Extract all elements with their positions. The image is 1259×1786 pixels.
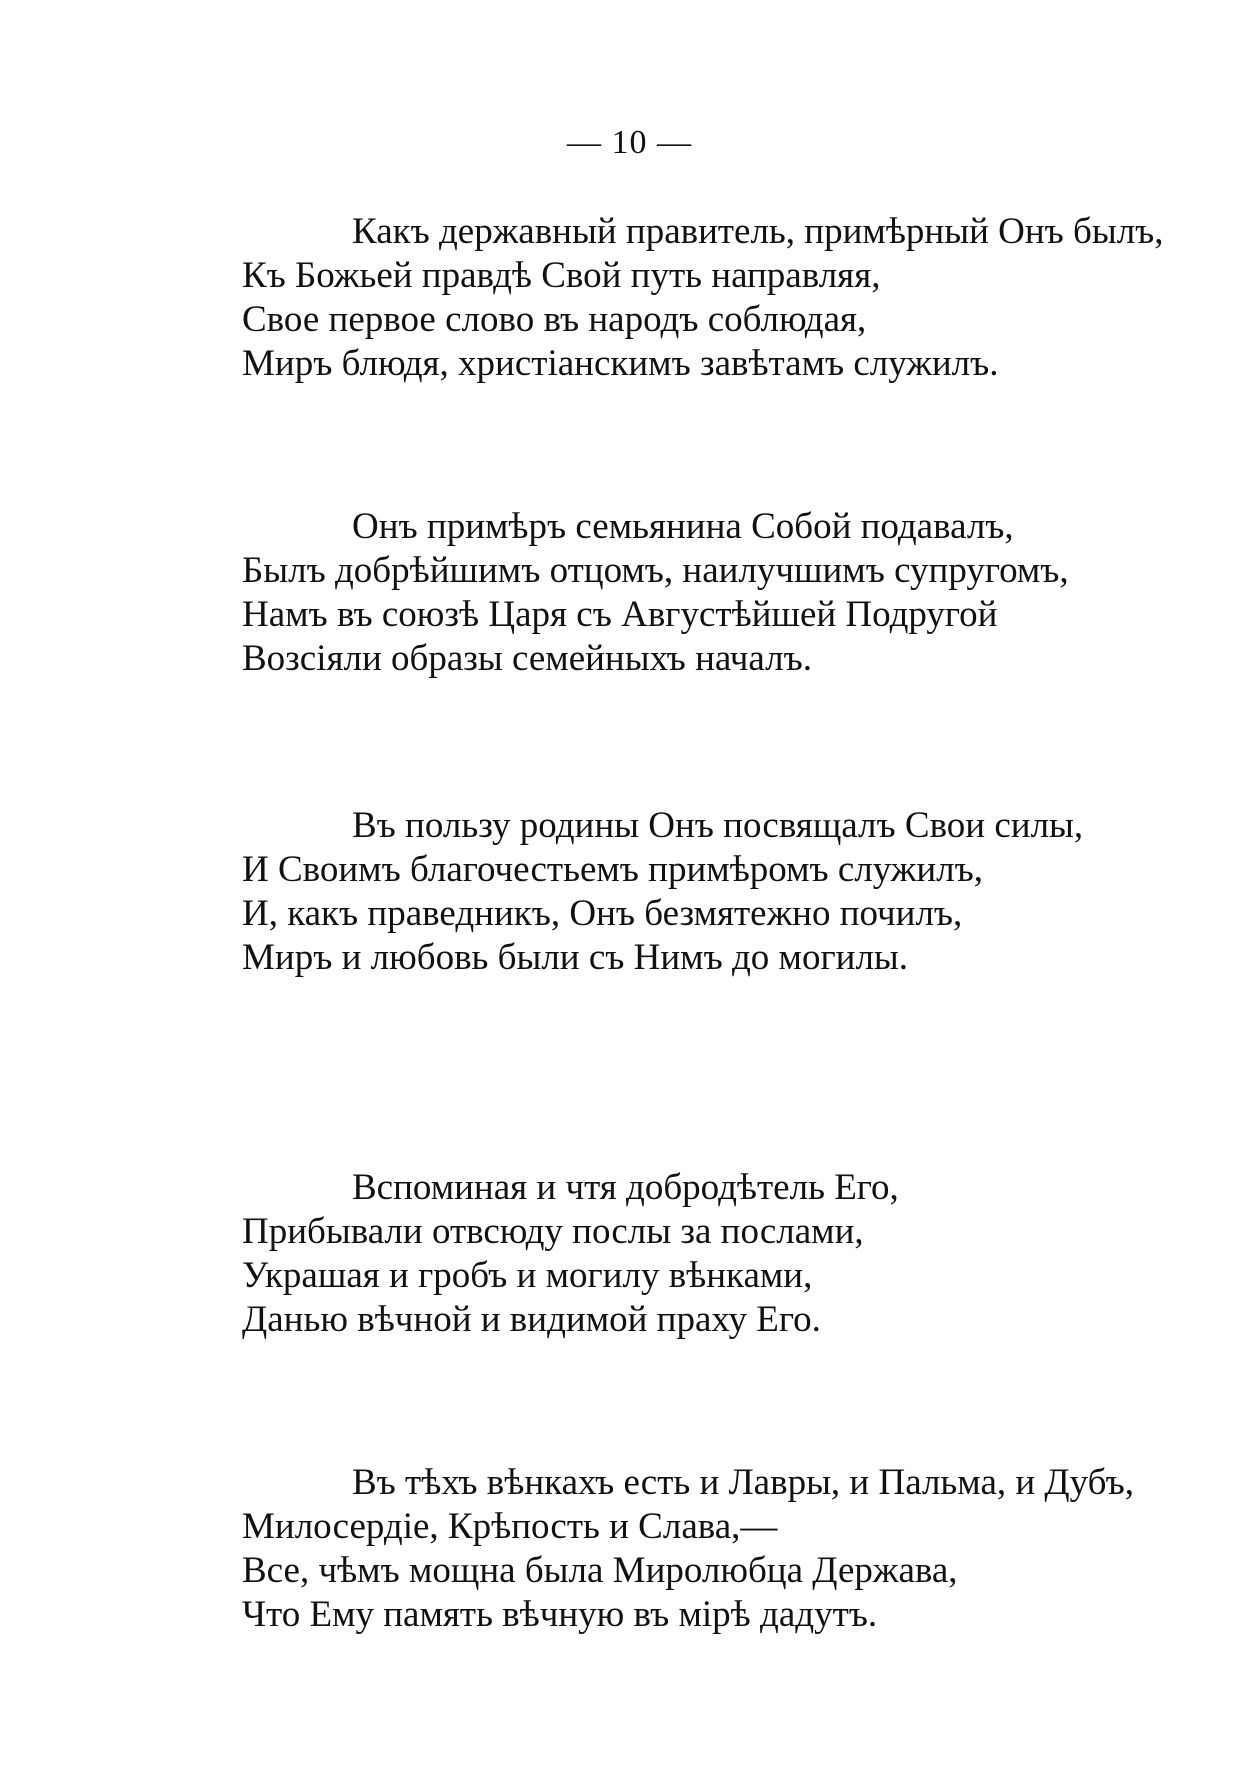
verse-line: Все, чѣмъ мощна была Миролюбца Держава, (242, 1550, 958, 1591)
verse-line: Что Ему память вѣчную въ мiрѣ дадутъ. (242, 1594, 878, 1635)
verse-line: Возсiяли образы семейныхъ началъ. (242, 638, 813, 679)
verse-line: Вспоминая и чтя добродѣтель Его, (352, 1167, 899, 1208)
stanza-5 (242, 1461, 1134, 1637)
verse-line: И, какъ праведникъ, Онъ безмятежно почилъ, (242, 893, 963, 934)
verse-line: Намъ въ союзѣ Царя съ Августѣйшей Подругой (242, 594, 998, 635)
stanza-1 (242, 210, 1164, 386)
verse-line: Милосердiе, Крѣпость и Слава,— (242, 1506, 778, 1547)
verse-line: Украшая и гробъ и могилу вѣнками, (242, 1255, 813, 1296)
verse-line: Въ тѣхъ вѣнкахъ есть и Лавры, и Пальма, и Дубъ, (352, 1462, 1134, 1503)
verse-line: Миръ и любовь были съ Нимъ до могилы. (242, 937, 909, 978)
verse-line: И Своимъ благочестьемъ примѣромъ служилъ, (242, 849, 983, 890)
verse-line: Свое первое слово въ народъ соблюдая, (242, 299, 867, 340)
verse-line: Онъ примѣръ семьянина Собой подавалъ, (352, 506, 1014, 547)
stanza-4 (242, 1166, 1122, 1342)
verse-line: Въ пользу родины Онъ посвящалъ Свои силы, (352, 805, 1084, 846)
verse-line: Миръ блюдя, христiанскимъ завѣтамъ служилъ. (242, 343, 999, 384)
verse-line: Какъ державный правитель, примѣрный Онъ былъ, (352, 211, 1164, 252)
verse-line: Былъ добрѣйшимъ отцомъ, наилучшимъ супругомъ, (242, 550, 1069, 591)
verse-line: Данью вѣчной и видимой праху Его. (242, 1299, 821, 1340)
stanza-2 (242, 505, 1122, 681)
verse-line: Къ Божьей правдѣ Свой путь направляя, (242, 255, 881, 296)
verse-line: Прибывали отвсюду послы за послами, (242, 1211, 864, 1252)
page-number: — 10 — (567, 124, 692, 161)
stanza-3 (242, 804, 1122, 980)
